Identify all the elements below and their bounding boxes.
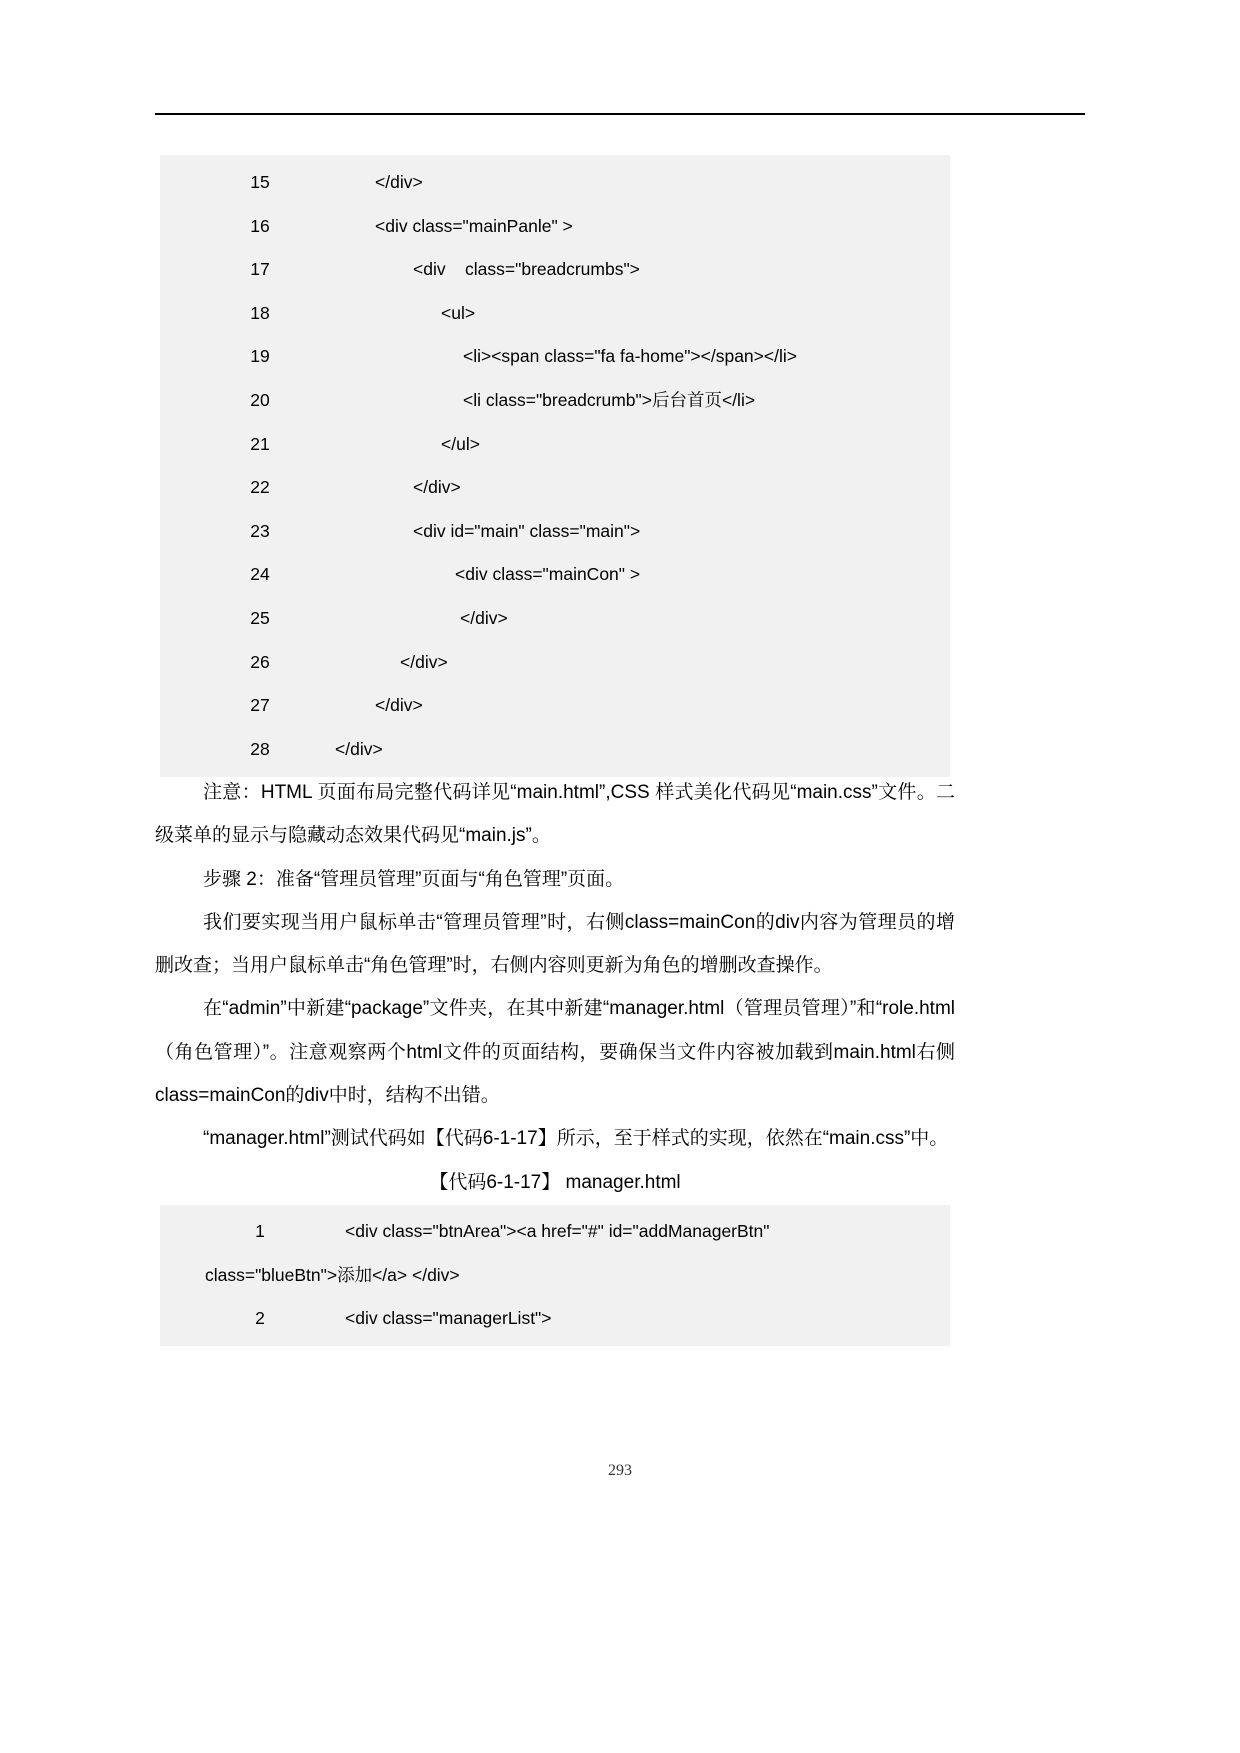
header-rule	[155, 113, 1085, 115]
code-line	[160, 553, 950, 597]
code-text: </div>	[335, 738, 383, 759]
code-line	[160, 423, 950, 467]
line-number: 24	[250, 564, 270, 585]
paragraph-body-1: 我们要实现当用户鼠标单击“管理员管理”时，右侧class=mainCon的div内容为管理员的增删改查；当用户鼠标单击“角色管理”时，右侧内容则更新为角色的增删改查操作。	[155, 911, 955, 977]
line-number: 28	[250, 738, 270, 759]
body-text	[155, 771, 955, 1346]
line-number: 26	[250, 651, 270, 672]
code-text: <div class="breadcrumbs">	[413, 259, 640, 280]
line-number: 17	[250, 259, 270, 280]
code-line	[160, 161, 950, 205]
code-line	[160, 248, 950, 292]
line-number: 20	[250, 389, 270, 410]
code-text: <div class="mainPanle" >	[375, 215, 573, 236]
line-number: 15	[250, 172, 270, 192]
code-line	[160, 641, 950, 685]
line-number: 23	[250, 520, 270, 541]
code-text: </div>	[400, 651, 448, 672]
code-text: </ul>	[441, 433, 480, 454]
code-line	[160, 597, 950, 641]
code-line	[160, 466, 950, 510]
code-line	[160, 1254, 950, 1298]
code-text: <li><span class="fa fa-home"></span></li>	[463, 346, 797, 367]
code-line	[160, 292, 950, 336]
code-text: <div class="mainCon" >	[455, 564, 641, 585]
line-number: 22	[250, 477, 270, 498]
paragraph-step2: 步骤 2：准备“管理员管理”页面与“角色管理”页面。	[203, 868, 625, 890]
code-line	[160, 205, 950, 249]
code-line	[160, 1210, 950, 1254]
code-line	[160, 728, 950, 772]
line-number: 1	[255, 1220, 265, 1241]
code-line	[160, 1297, 950, 1341]
code-text: <div class="managerList">	[345, 1308, 552, 1329]
line-number: 18	[250, 302, 270, 323]
code-line	[160, 379, 950, 423]
code-text: </div>	[460, 607, 508, 628]
code-text: </div>	[413, 477, 461, 498]
code-text: <div id="main" class="main">	[413, 520, 641, 541]
code-line	[160, 510, 950, 554]
line-number: 21	[250, 433, 270, 454]
code-text: </div>	[375, 695, 423, 716]
code-listing-manager-html	[160, 1205, 950, 1346]
code-listing-main-html	[160, 155, 950, 777]
line-number: 27	[250, 695, 270, 716]
code-text: class="blueBtn">添加</a> </div>	[205, 1264, 460, 1285]
code-text: <div class="btnArea"><a href="#" id="addManagerBtn"	[345, 1220, 770, 1241]
paragraph-body-2: 在“admin”中新建“package”文件夹，在其中新建“manager.html（管理员管理）”和“role.html（角色管理）”。注意观察两个html文件的页面结构，要确保当文件内容被加载到main.html右侧class=mainCon的div中时，结构不出错。	[155, 998, 955, 1107]
code-text: <li class="breadcrumb">后台首页</li>	[463, 389, 756, 410]
code-text: <ul>	[441, 302, 476, 323]
code-line	[160, 684, 950, 728]
line-number: 25	[250, 607, 270, 628]
line-number: 16	[250, 215, 270, 236]
code-caption: 【代码6-1-17】 manager.html	[429, 1171, 681, 1193]
paragraph-note: 注意：HTML 页面布局完整代码详见“main.html”,CSS 样式美化代码见“main.css”文件。二级菜单的显示与隐藏动态效果代码见“main.js”。	[155, 782, 955, 847]
code-line	[160, 335, 950, 379]
code-text: </div>	[375, 172, 423, 192]
line-number: 19	[250, 346, 270, 367]
paragraph-body-3: “manager.html”测试代码如【代码6-1-17】所示，至于样式的实现，依然在“main.css”中。	[203, 1128, 949, 1150]
page-number: 293	[608, 1462, 632, 1479]
line-number: 2	[255, 1308, 265, 1329]
